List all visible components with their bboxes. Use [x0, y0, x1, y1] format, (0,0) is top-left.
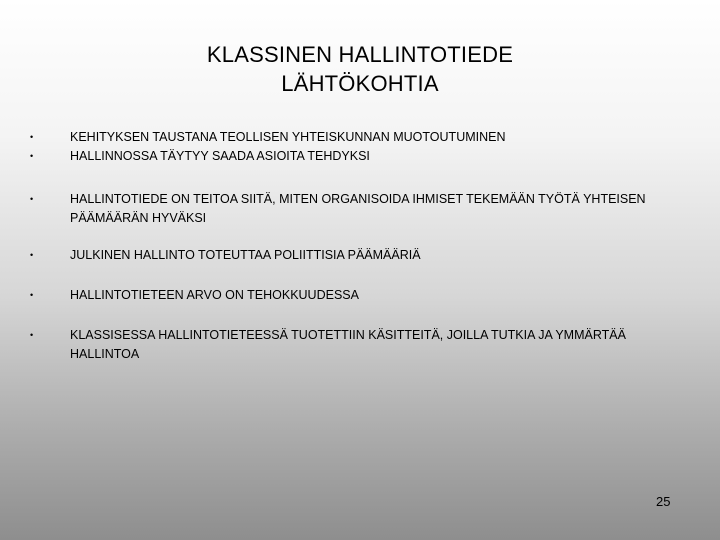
bullet-marker: • [30, 151, 34, 161]
bullet-text: JULKINEN HALLINTO TOTEUTTAA POLIITTISIA PÄÄMÄÄRIÄ [70, 248, 421, 262]
bullet-marker: • [30, 250, 34, 260]
page-number: 25 [656, 494, 671, 509]
bullet-text: KEHITYKSEN TAUSTANA TEOLLISEN YHTEISKUNNAN MUOTOUTUMINEN [70, 130, 506, 144]
bullet-text: HALLINTOTIETEEN ARVO ON TEHOKKUUDESSA [70, 288, 359, 302]
slide-title [0, 40, 720, 98]
bullet-text: HALLINTOTIEDE ON TEITOA SIITÄ, MITEN ORGANISOIDA IHMISET TEKEMÄÄN TYÖTÄ YHTEISEN PÄÄMÄÄRÄN HYVÄKSI [70, 192, 646, 225]
bullet-marker: • [30, 132, 34, 142]
bullet-marker: • [30, 290, 34, 300]
title-line-1: KLASSINEN HALLINTOTIEDE [206, 42, 514, 67]
bullet-marker: • [30, 194, 34, 204]
bullet-text: HALLINNOSSA TÄYTYY SAADA ASIOITA TEHDYKSI [70, 149, 370, 163]
bullet-text: KLASSISESSA HALLINTOTIETEESSÄ TUOTETTIIN KÄSITTEITÄ, JOILLA TUTKIA JA YMMÄRTÄÄ HALLINTOA [70, 328, 626, 361]
title-line-2: LÄHTÖKOHTIA [281, 71, 439, 96]
bullet-marker: • [30, 330, 34, 340]
